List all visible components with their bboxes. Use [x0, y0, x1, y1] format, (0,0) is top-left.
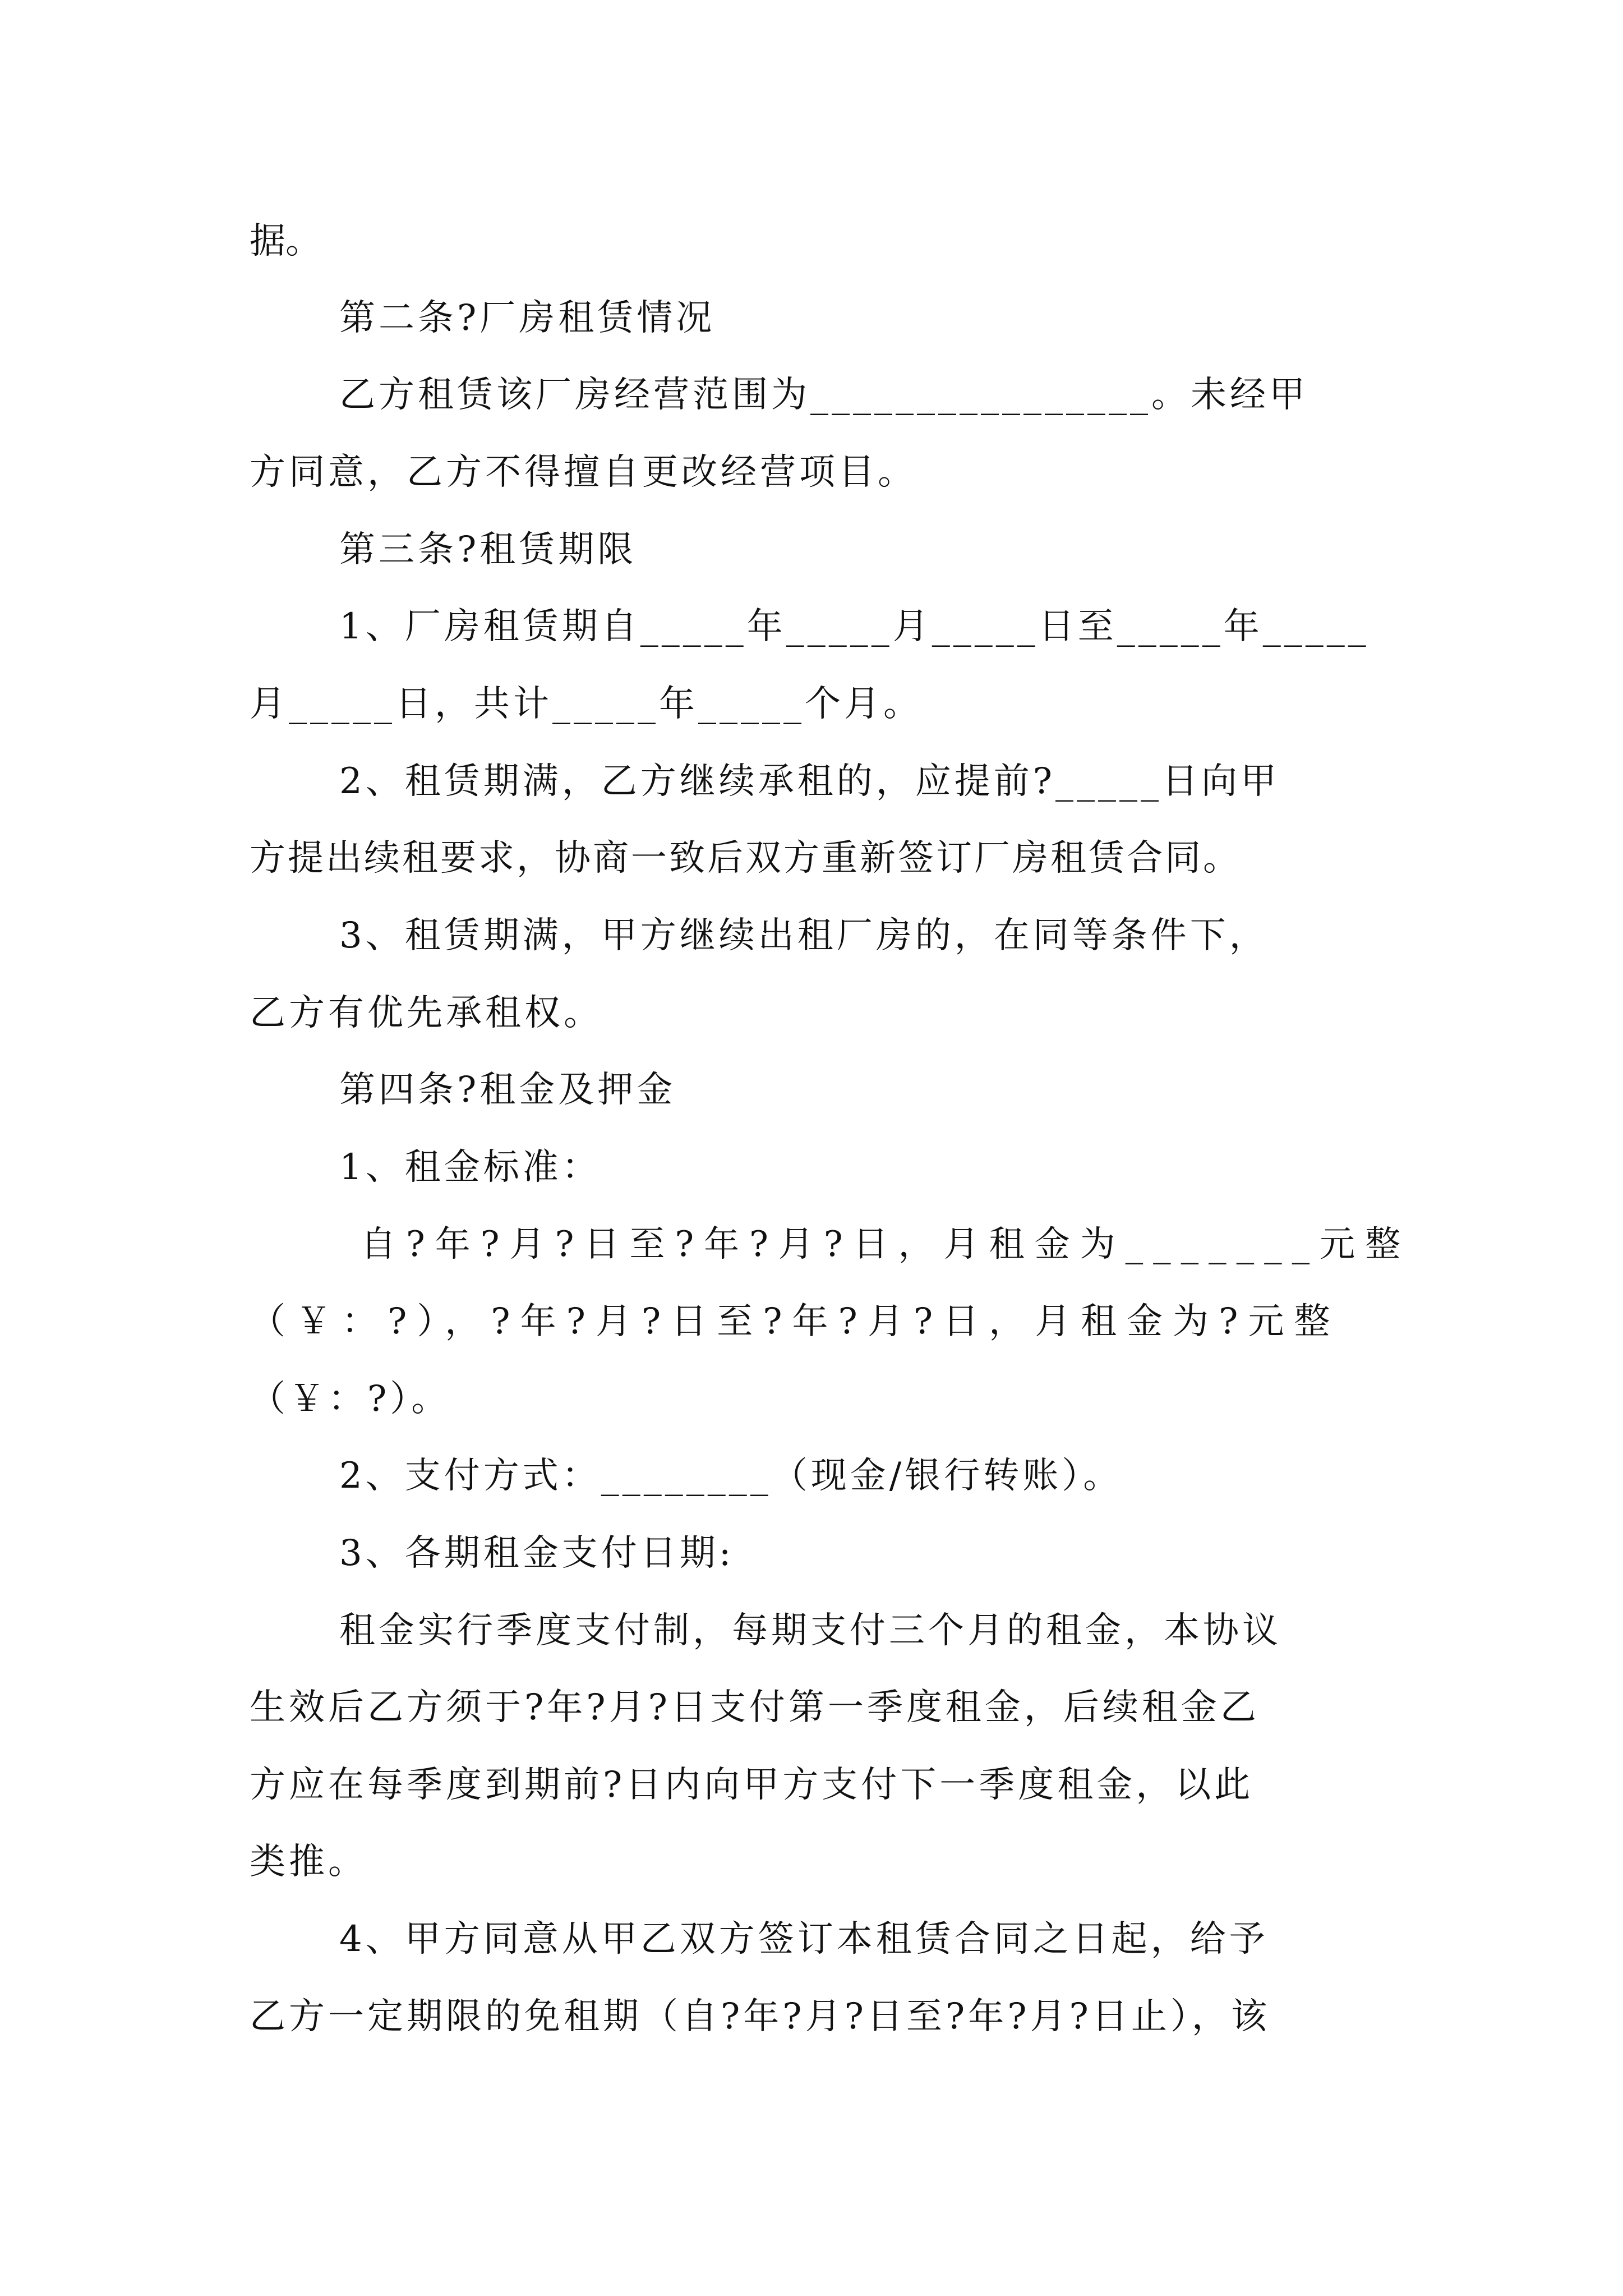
- text-line: 1、租金标准：: [339, 1147, 601, 1188]
- text-line: 3、租赁期满，甲方继续出租厂房的，在同等条件下，: [339, 915, 1269, 956]
- text-line: 方同意，乙方不得擅自更改经营项目。: [250, 452, 917, 493]
- text-line: 4、甲方同意从甲乙双方签订本租赁合同之日起，给予: [339, 1918, 1269, 1960]
- text-line: （￥：?），?年?月?日至?年?月?日，月租金为?元整: [250, 1301, 1340, 1342]
- text-line: 乙方租赁该厂房经营范围为________________。未经甲: [339, 374, 1308, 416]
- section-heading: 第四条?租金及押金: [339, 1069, 676, 1111]
- text-line: 自?年?月?日至?年?月?日，月租金为_______元整: [339, 1223, 1411, 1264]
- text-line: （￥：?）。: [250, 1378, 451, 1420]
- section-heading: 第二条?厂房租赁情况: [339, 297, 716, 339]
- text-line: 生效后乙方须于?年?月?日支付第一季度租金，后续租金乙: [250, 1687, 1260, 1728]
- text-line: 3、各期租金支付日期:: [339, 1533, 735, 1574]
- text-line: 2、租赁期满，乙方继续承租的，应提前?_____日向甲: [339, 761, 1280, 802]
- text-line: 租金实行季度支付制，每期支付三个月的租金，本协议: [339, 1610, 1281, 1651]
- text-line: 类推。: [250, 1841, 367, 1883]
- section-heading: 第三条?租赁期限: [339, 529, 637, 570]
- text-line: 据。: [250, 220, 321, 262]
- text-line: 方提出续租要求，协商一致后双方重新签订厂房租赁合同。: [250, 838, 1241, 879]
- text-line: 乙方有优先承租权。: [250, 992, 603, 1034]
- text-line: 月_____日，共计_____年_____个月。: [250, 683, 923, 725]
- text-line: 方应在每季度到期前?日内向甲方支付下一季度租金，以此: [250, 1764, 1254, 1806]
- text-line: 乙方一定期限的免租期（自?年?月?日至?年?月?日止），该: [250, 1996, 1270, 2037]
- text-line: 1、厂房租赁期自_____年_____月_____日至_____年_____: [339, 606, 1370, 647]
- text-line: 2、支付方式：________（现金/银行转账）。: [339, 1455, 1123, 1497]
